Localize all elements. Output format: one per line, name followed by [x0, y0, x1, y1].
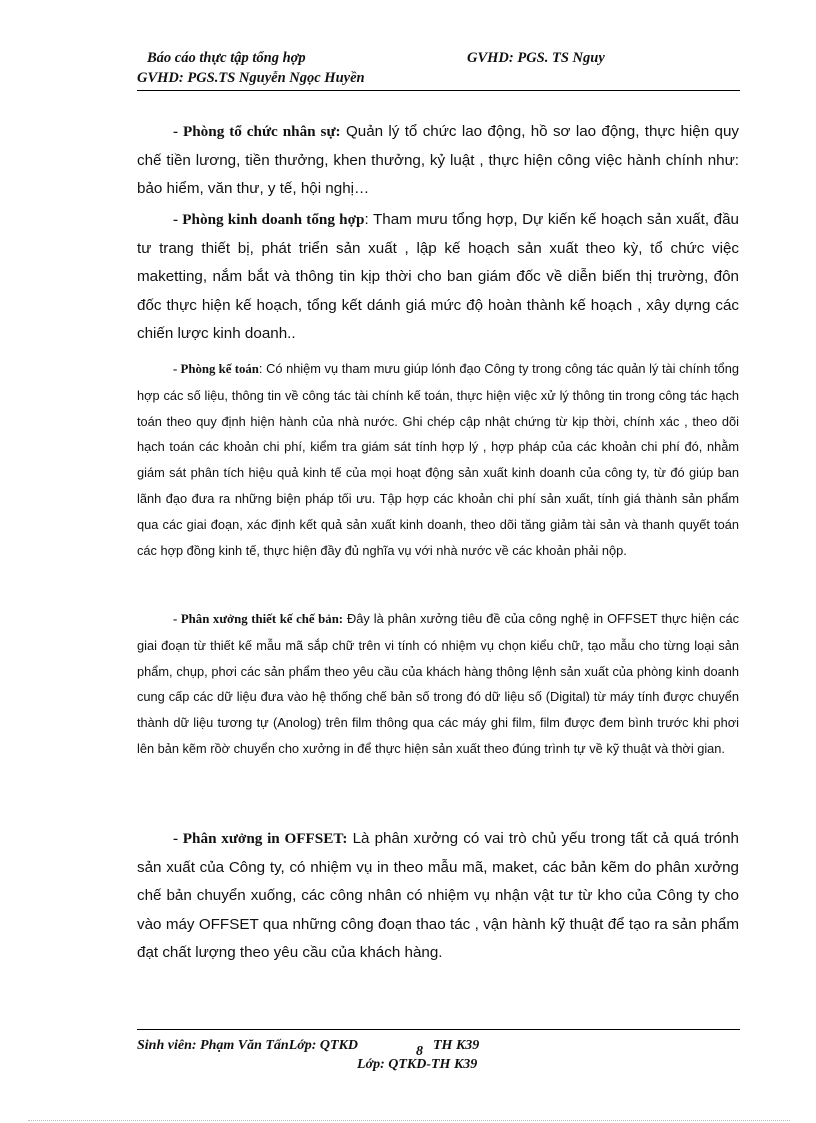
paragraph-business [137, 206, 739, 349]
paragraph-body: Quản lý tổ chức lao động, hồ sơ lao động, thực hiện quy chế tiền lương, tiền thưởng, khen thưởng, kỷ luật , thực hiện công việc hành chính như: bảo hiểm, văn thư, y tế, hội nghị… [137, 123, 739, 198]
paragraph-title: - Phòng kế toán [173, 362, 259, 376]
footer-class-line: Lớp: QTKD-TH K39 [357, 1057, 478, 1072]
paragraph-title: - Phân xưởng in OFFSET: [173, 830, 348, 847]
paragraph-title: - Phân xưởng thiết kế chế bản: [173, 612, 344, 626]
footer-student: Sinh viên: Phạm Văn TấnLớp: QTKD [137, 1038, 359, 1053]
paragraph-offset [137, 825, 739, 968]
paragraph-title: - Phòng tổ chức nhân sự: [173, 123, 341, 140]
supervisor-left: GVHD: PGS.TS Nguyễn Ngọc Huyền [137, 70, 365, 86]
footer-rule [137, 1029, 740, 1030]
paragraph-body: Là phân xưởng có vai trò chủ yếu trong tất cả quá trónh sản xuất của Công ty, có nhiệm vụ in theo mẫu mã, maket, các bản kẽm do phân xưởng chế bản chuyển xuống, các công nhân có nhiệm vụ nhận vật tư từ kho của Công ty cho vào máy OFFSET qua những công đoạn thao tác , vận hành kỹ thuật để tạo ra sản phẩm đạt chất lượng theo yêu cầu của khách hàng. [137, 830, 739, 962]
paragraph-body: : Tham mưu tổng hợp, Dự kiến kế hoạch sản xuất, đầu tư trang thiết bị, phát triển sản xuất , lập kế hoạch sản xuất theo kỳ, tổ chức việc maketting, nắm bắt và thông tin kịp thời cho ban giám đốc về diễn biến thị trường, đôn đốc thực hiện kế hoạch, tổng kết dánh giá mức độ hoàn thành kế hoạch , xây dựng các chiến lược kinh doanh.. [137, 211, 740, 343]
report-title: Báo cáo thực tập tổng hợp [147, 50, 306, 66]
page-edge-dotted-line [28, 1120, 790, 1121]
paragraph-accounting [137, 356, 739, 563]
supervisor-right: GVHD: PGS. TS Nguy [467, 50, 605, 66]
footer-class-right: TH K39 [433, 1038, 480, 1053]
paragraph-prepress [137, 606, 739, 762]
paragraph-body: Đây là phân xưởng tiêu đề của công nghệ in OFFSET thực hiện các giai đoạn từ thiết kế mẫu mã sắp chữ trên vi tính có nhiệm vụ chọn kiểu chữ, tạo mẫu cho từng loại sản phẩm, chụp, phơi các sản phẩm theo yêu cầu của khách hàng thông lệnh sản xuất của phòng kinh doanh cung cấp các dữ liệu đưa vào hệ thống chế bản số trong đó dữ liệu số (Digital) từ máy tính được chuyển thành dữ liệu tương tự (Anolog) trên film thông qua các máy ghi film, film được đem bình trước khi phơi lên bản kẽm rồờ chuyển cho xưởng in để thực hiện sản xuất theo đúng trình tự về kỹ thuật và thời gian. [137, 611, 739, 756]
page-number: 8 [416, 1044, 423, 1059]
paragraph-body: : Có nhiệm vụ tham mưu giúp lónh đạo Công ty trong công tác quản lý tài chính tổng hợp các số liệu, thông tin về công tác tài chính kế toán, thực hiện việc xử lý thông tin trong công tác hạch toán theo quy định hiện hành của nhà nước. Ghi chép cập nhật chứng từ kịp thời, chính xác , theo dõi hạch toán các khoản chi phí, kiểm tra giám sát tính hợp lý , hợp pháp của các khoản chi phí đó, nhằm giám sát phân tích hiệu quả kinh tế của mọi hoạt động sản xuất kinh doanh của công ty, từ đó giúp ban lãnh đạo đưa ra những biện pháp tối ưu. Tập hợp các khoản chi phí sản xuất, tính giá thành sản phẩm qua các giai đoạn, xác định kết quả sản xuất kinh doanh, theo dõi tăng giảm tài sản và thanh quyết toán các hợp đồng kinh tế, thực hiện đầy đủ nghĩa vụ với nhà nước về các khoản phải nộp. [137, 361, 739, 558]
paragraph-title: - Phòng kinh doanh tổng hợp [173, 211, 365, 228]
header-rule [137, 90, 740, 91]
paragraph-personnel [137, 118, 739, 204]
